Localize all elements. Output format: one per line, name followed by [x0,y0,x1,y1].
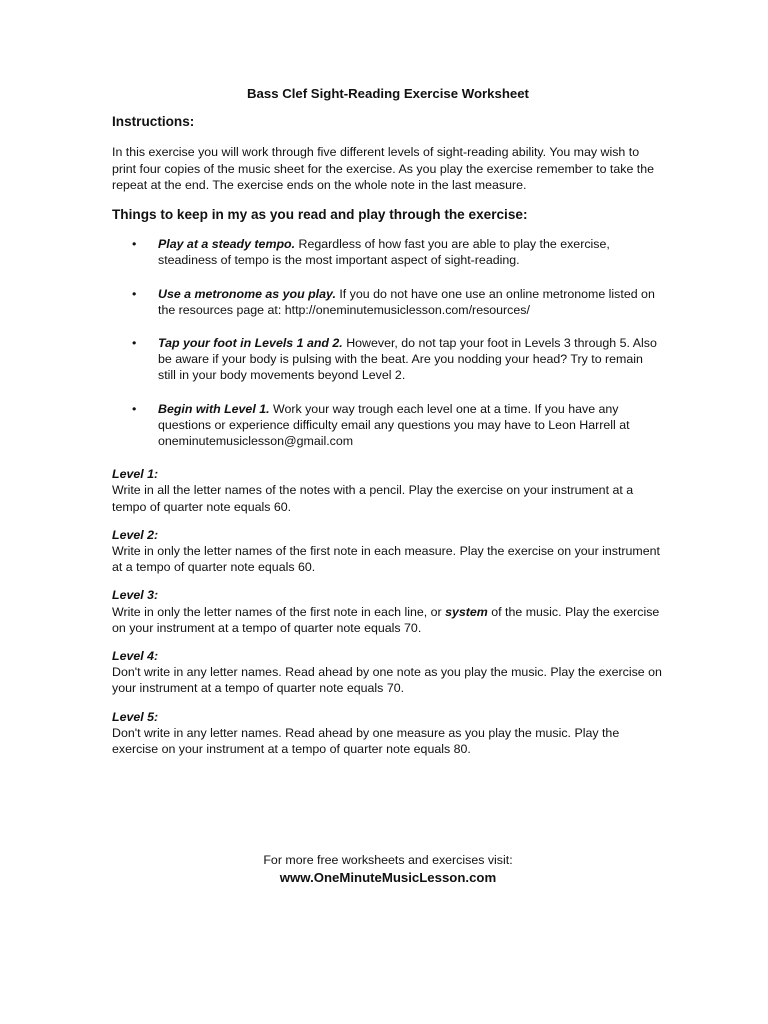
footer-text: For more free worksheets and exercises visit: [263,853,513,867]
level-5-section [112,709,664,758]
level-text: Don't write in any letter names. Read ahead by one note as you play the music. Play the exercise on your instrument at a tempo of quarter note equals 70. [112,665,662,696]
bullet-icon: • [132,237,137,252]
bullet-icon: • [132,336,137,351]
level-2-section [112,527,664,576]
level-text: Write in all the letter names of the notes with a pencil. Play the exercise on your instrument at a tempo of quarter note equals 60. [112,483,634,514]
level-text-after: of the music. Play the exercise on your instrument at a tempo of quarter note equals 70. [112,604,660,635]
level-text: Don't write in any letter names. Read ahead by one measure as you play the music. Play the exercise on your instrument at a tempo of quarter note equals 80. [112,725,620,757]
worksheet-page [112,86,664,769]
level-text-before: Write in only the letter names of the first note in each line, or [112,604,446,619]
bullet-icon: • [132,401,137,416]
tip-lead: Begin with Level 1. [158,401,270,416]
tip-item [112,286,664,318]
level-title: Level 5: [112,709,159,724]
level-text: Write in only the letter names of the first note in each measure. Play the exercise on your instrument at a tempo of quarter note equals 60. [112,544,660,575]
level-emphasis: system [445,604,488,619]
tip-item [112,401,664,450]
level-4-section [112,648,664,697]
level-3-section [112,587,664,636]
level-1-section [112,466,664,515]
instructions-heading: Instructions: [112,114,195,130]
tip-item [112,335,664,384]
tip-lead: Use a metronome as you play. [158,286,336,301]
page-title: Bass Clef Sight-Reading Exercise Worksheet [247,86,529,101]
tip-text: However, do not tap your foot in Levels 3 through 5. Also be aware if your body is pulsing with the beat. Are you nodding your head? Try to remain still in your body movements beyond Level 2. [158,336,657,383]
tip-item [112,236,664,268]
level-title: Level 4: [112,649,159,664]
level-title: Level 1: [112,467,159,482]
intro-paragraph: In this exercise you will work through five different levels of sight-reading ability. You may wish to print four copies of the music sheet for the exercise. As you play the exercise remember to take the repeat at the end. The exercise ends on the whole note in the last measure. [112,145,655,192]
footer [112,852,664,886]
footer-website-link[interactable]: www.OneMinuteMusicLesson.com [279,870,497,885]
tip-lead: Play at a steady tempo. [158,237,296,252]
tip-lead: Tap your foot in Levels 1 and 2. [158,336,343,351]
level-title: Level 2: [112,527,159,542]
things-heading: Things to keep in my as you read and play through the exercise: [112,207,528,223]
bullet-icon: • [132,286,137,301]
tip-text: Regardless of how fast you are able to play the exercise, steadiness of tempo is the most important aspect of sight-reading. [158,237,610,268]
tips-list [112,236,664,449]
tip-text: Work your way trough each level one at a time. If you have any questions or experience difficulty email any questions you may have to Leon Harrell at oneminutemusiclesson@gmail.com [158,401,630,449]
tip-text: If you do not have one use an online metronome listed on the resources page at: http://oneminutemusiclesson.com/resources/ [158,286,655,317]
level-title: Level 3: [112,588,159,603]
